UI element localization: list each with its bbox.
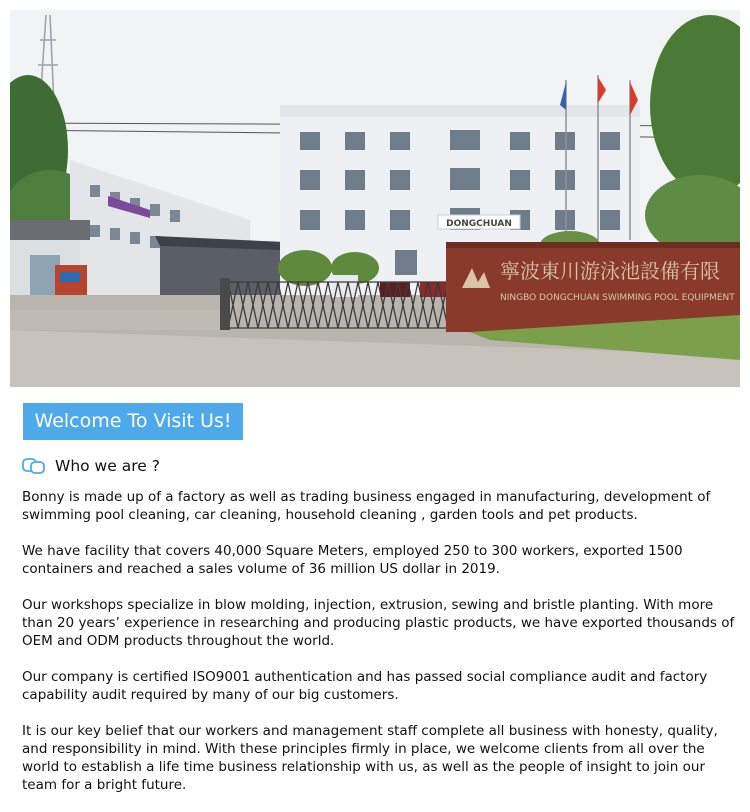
section-heading xyxy=(22,455,160,477)
section-title: Who we are ? xyxy=(55,457,160,475)
wall-sign-chinese: 寧波東川游泳池設備有限 xyxy=(500,259,720,283)
paragraph: We have facility that covers 40,000 Square Meters, employed 250 to 300 workers, exported 1500 containers and reached a sales volume of 36 million US dollar in 2019. xyxy=(22,543,683,577)
building-sign: DONGCHUAN xyxy=(446,219,512,229)
paragraph: Our company is certified ISO9001 authentication and has passed social compliance audit and factory capability audit required by many of our big customers. xyxy=(22,669,708,703)
paragraph: Our workshops specialize in blow molding, injection, extrusion, sewing and bristle planting. With more than 20 years’ experience in researching and producing plastic products, we have exported thousands of OEM and ODM products throughout the world. xyxy=(22,597,735,649)
wall-sign-english: NINGBO DONGCHUAN SWIMMING POOL EQUIPMENT xyxy=(500,293,735,303)
paragraph: Bonny is made up of a factory as well as trading business engaged in manufacturing, development of swimming pool cleaning, car cleaning, household cleaning , garden tools and pet products. xyxy=(22,489,711,523)
paragraph: It is our key belief that our workers and management staff complete all business with honesty, quality, and responsibility in mind. With these principles firmly in place, we welcome clients from all over the world to establish a life time business relationship with us, as well as the people of insight to join our team for a bright future. xyxy=(22,723,718,793)
about-content xyxy=(22,488,738,812)
chat-bubbles-icon xyxy=(22,457,46,475)
welcome-banner: Welcome To Visit Us! xyxy=(23,403,243,440)
factory-photo xyxy=(10,10,740,387)
